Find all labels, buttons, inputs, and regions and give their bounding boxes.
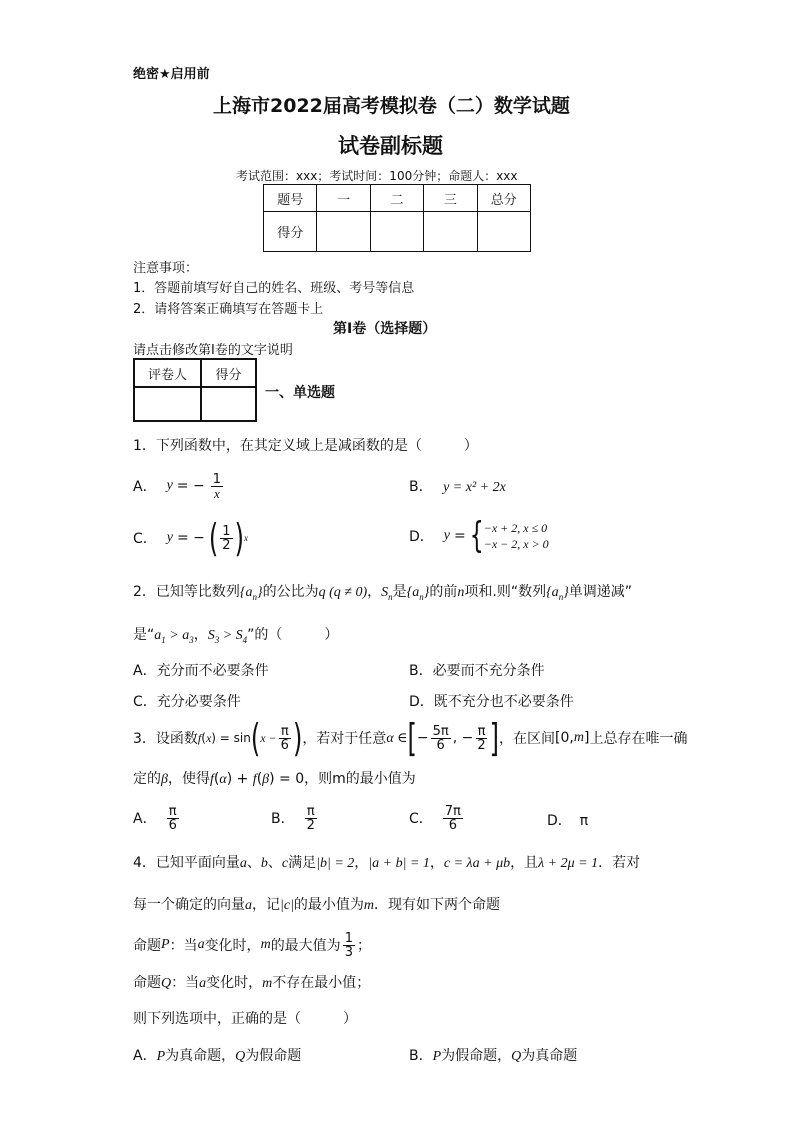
option-label: D．	[547, 813, 572, 829]
q1-stem: 1．下列函数中，在其定义域上是减函数的是（ ）	[133, 438, 478, 454]
option-label: B．	[409, 479, 433, 495]
q3-option-b[interactable]: B． $\frac{\pi}{2}$	[271, 803, 315, 833]
q4-line1: 4．已知平面向量a、b、c满足|b| = 2，|a + b| = 1，c = λa + μb，且λ + 2μ = 1．若对	[133, 855, 641, 871]
option-label: D．	[409, 529, 434, 545]
score-label: 得分	[201, 359, 256, 387]
score-header-cell: 总分	[477, 185, 530, 212]
section-note: 请点击修改第I卷的文字说明	[133, 343, 293, 358]
q2-option-a[interactable]: A．充分而不必要条件	[133, 663, 269, 679]
note-item: 1．答题前填写好自己的姓名、班级、考号等信息	[133, 281, 415, 296]
option-label: B．	[271, 811, 295, 827]
part-title: 一、单选题	[265, 385, 335, 401]
grader-table	[133, 358, 257, 422]
grader-label: 评卷人	[134, 359, 201, 387]
option-label: A．	[133, 811, 157, 827]
exam-info: 考试范围：xxx；考试时间：100分钟；命题人：xxx	[236, 169, 518, 183]
exam-title: 上海市2022届高考模拟卷（二）数学试题	[213, 95, 570, 117]
score-row-label: 得分	[264, 212, 317, 252]
option-label: C．	[133, 531, 157, 547]
exam-subtitle: 试卷副标题	[338, 134, 443, 158]
q4-option-a[interactable]: A．P为真命题，Q为假命题	[133, 1048, 302, 1064]
q1-option-c[interactable]: C． y = − ( $\frac{1}{2}$ ) x	[133, 515, 248, 561]
score-header-cell: 三	[424, 185, 477, 212]
score-header-cell: 二	[370, 185, 423, 212]
q4-proposition-p: 命题 P ：当 a 变化时， m 的最大值为 $\frac{1}{3}$ ；	[133, 930, 371, 960]
q3-option-d[interactable]: D． π	[547, 813, 589, 829]
q1-d-case1: −x + 2, x ≤ 0	[483, 520, 548, 535]
score-cell[interactable]	[317, 212, 370, 252]
q4-line2: 每一个确定的向量a，记|c|的最小值为m．现有如下两个命题	[133, 897, 501, 913]
q2-line1: 2．已知等比数列$\{a_n\}$的公比为q (q ≠ 0)，$S_n$是$\{a_n\}$的前n项和.则“数列$\{a_n\}$单调递减”	[133, 584, 633, 602]
section-title: 第I卷（选择题）	[333, 321, 437, 337]
score-cell[interactable]	[477, 212, 530, 252]
score-cell[interactable]	[370, 212, 423, 252]
score-header-cell: 题号	[264, 185, 317, 212]
q3-line2: 定的β，使得f(α) + f(β) = 0，则m的最小值为	[133, 771, 416, 787]
score-table	[263, 184, 531, 252]
grader-cell[interactable]	[134, 387, 201, 421]
q2-line2: 是“$a_1 > a_3$，$S_3 > S_4$”的（ ）	[133, 627, 339, 645]
score-header-cell: 一	[317, 185, 370, 212]
q4-option-b[interactable]: B．P为假命题，Q为真命题	[409, 1048, 578, 1064]
q1-option-a[interactable]: A． y = − $\frac{1}{x}$	[133, 471, 221, 501]
q1-option-d[interactable]: D． y = { −x + 2, x ≤ 0 −x − 2, x > 0	[409, 516, 549, 556]
q1-option-b[interactable]	[409, 476, 506, 496]
score-cell[interactable]	[424, 212, 477, 252]
q4-ask: 则下列选项中，正确的是（ ）	[133, 1011, 357, 1027]
q3-option-a[interactable]: A． $\frac{\pi}{6}$	[133, 803, 177, 833]
notes-heading: 注意事项：	[133, 261, 199, 276]
q2-option-c[interactable]: C．充分必要条件	[133, 694, 241, 710]
score-cell[interactable]	[201, 387, 256, 421]
q2-option-d[interactable]: D．既不充分也不必要条件	[409, 694, 574, 710]
q1-d-case2: −x − 2, x > 0	[483, 537, 549, 551]
q3-option-c[interactable]: C． $\frac{7\pi}{6}$	[409, 803, 461, 833]
note-item: 2．请将答案正确填写在答题卡上	[133, 302, 324, 317]
option-label: C．	[409, 811, 433, 827]
q2-option-b[interactable]: B．必要而不充分条件	[409, 663, 545, 679]
q3-line1: 3．设函数 f ( x ) = sin ( x − $\frac{\pi}{6}$ ) ，若对于任意 α ∈ [ − $\frac{5\pi}{6}$ , − $\frac{\pi}{2}$ ] ，在区间 [0, m ] 上总存在唯一确	[133, 715, 688, 761]
q1-b-expression: y = x² + 2x	[443, 480, 506, 495]
secret-mark: 绝密★启用前	[133, 67, 210, 82]
q4-proposition-q: 命题Q：当a变化时，m不存在最小值；	[133, 975, 371, 991]
option-label: A．	[133, 479, 157, 495]
